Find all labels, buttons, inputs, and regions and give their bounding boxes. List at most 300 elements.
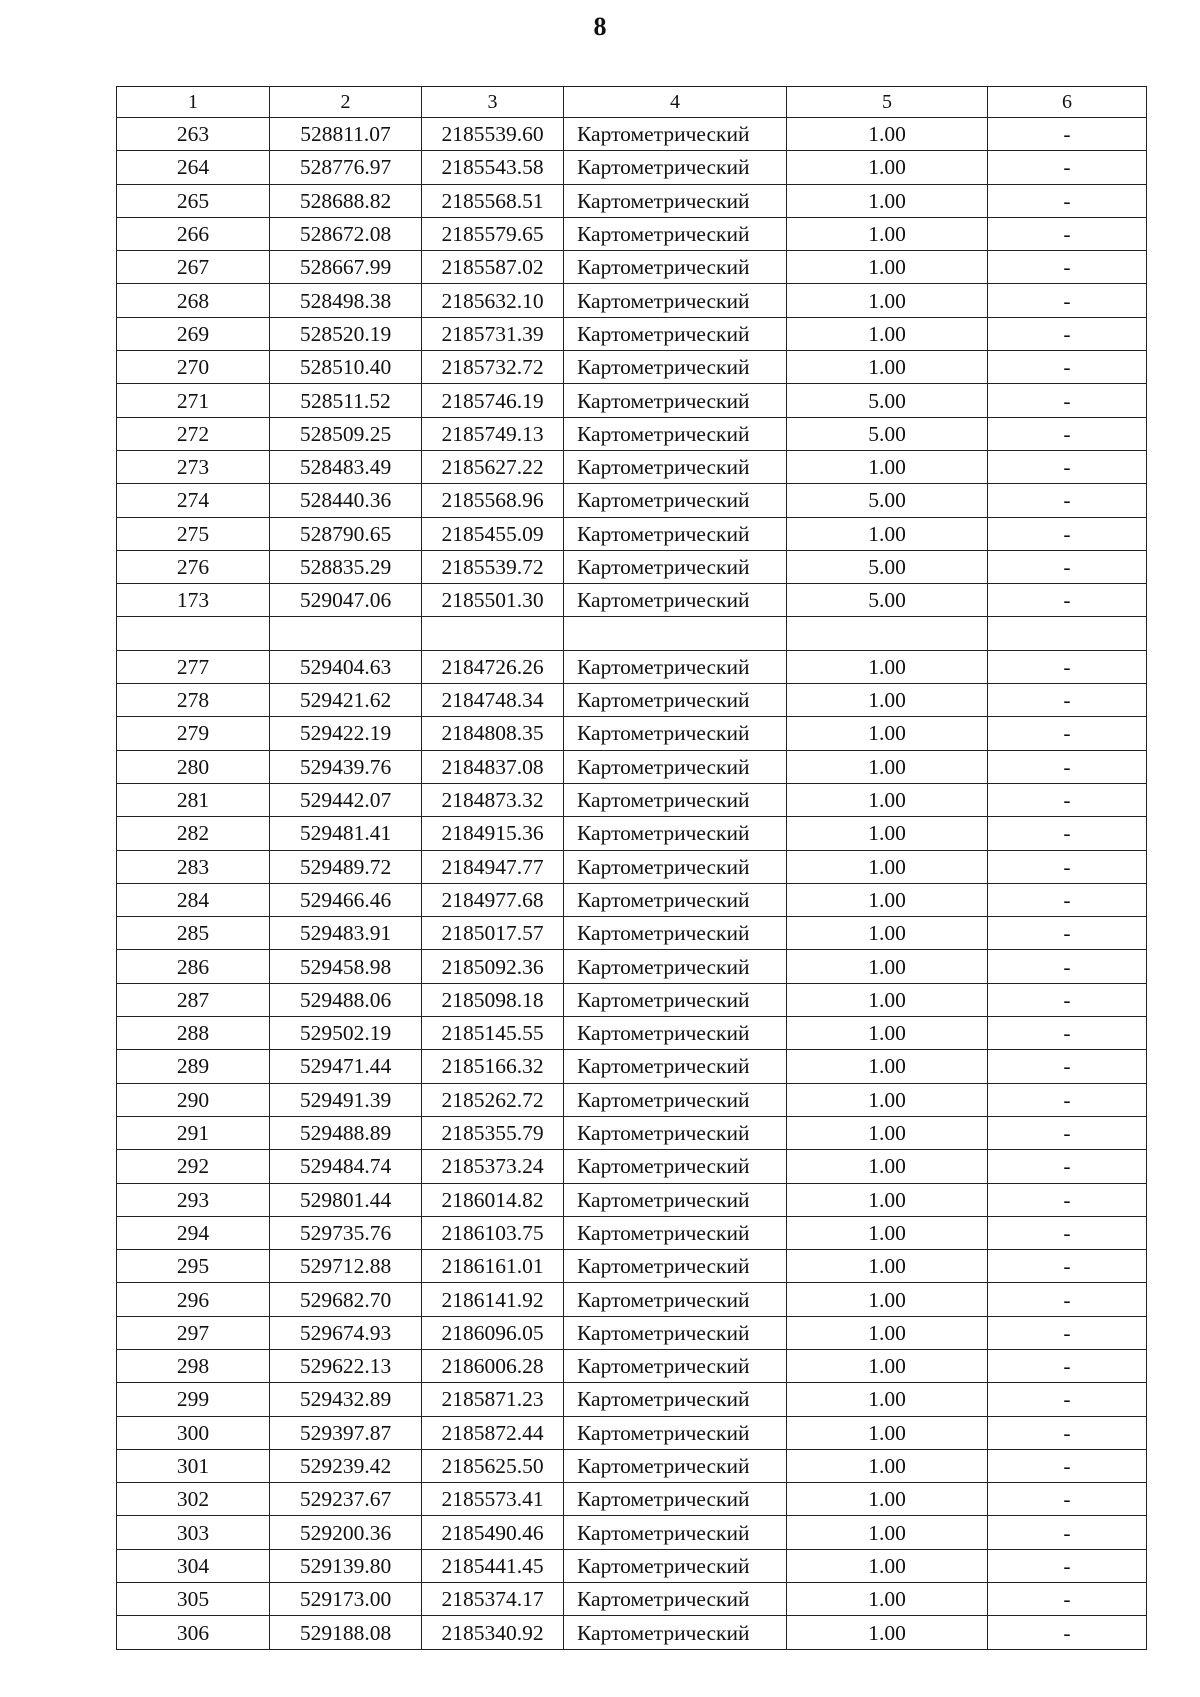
table-cell: 1.00 — [787, 717, 988, 750]
table-cell: 305 — [117, 1583, 270, 1616]
table-cell: 1.00 — [787, 684, 988, 717]
table-cell: 1.00 — [787, 950, 988, 983]
table-cell: Картометрический — [564, 1017, 787, 1050]
table-cell: 2185872.44 — [422, 1416, 564, 1449]
table-cell: 2185731.39 — [422, 317, 564, 350]
table-cell: 298 — [117, 1349, 270, 1382]
table-row — [117, 1616, 1147, 1649]
table-cell: 1.00 — [787, 850, 988, 883]
table-cell: - — [988, 217, 1147, 250]
table-cell: - — [988, 1449, 1147, 1482]
table-row — [117, 550, 1147, 583]
table-cell: 1.00 — [787, 151, 988, 184]
table-cell: Картометрический — [564, 1083, 787, 1116]
table-cell: 1.00 — [787, 917, 988, 950]
table-cell: 268 — [117, 284, 270, 317]
table-cell: 2185539.60 — [422, 118, 564, 151]
table-cell: 528483.49 — [270, 450, 422, 483]
table-cell: 265 — [117, 184, 270, 217]
table-cell: 529674.93 — [270, 1316, 422, 1349]
table-cell: 528776.97 — [270, 151, 422, 184]
table-row — [117, 850, 1147, 883]
table-cell: 1.00 — [787, 1583, 988, 1616]
table-body — [117, 118, 1147, 1650]
table-cell: Картометрический — [564, 850, 787, 883]
table-cell: - — [988, 917, 1147, 950]
table-cell: 288 — [117, 1017, 270, 1050]
table-cell: 299 — [117, 1383, 270, 1416]
table-cell: Картометрический — [564, 484, 787, 517]
table-cell: 302 — [117, 1483, 270, 1516]
table-cell: 528835.29 — [270, 550, 422, 583]
table-cell: 528672.08 — [270, 217, 422, 250]
table-cell: 2184808.35 — [422, 717, 564, 750]
table-cell: - — [988, 1383, 1147, 1416]
table-row — [117, 484, 1147, 517]
table-cell: - — [988, 1483, 1147, 1516]
table-cell: 2185166.32 — [422, 1050, 564, 1083]
table-cell: 290 — [117, 1083, 270, 1116]
table-row — [117, 1017, 1147, 1050]
table-cell: 2184726.26 — [422, 650, 564, 683]
table-cell: 529502.19 — [270, 1017, 422, 1050]
table-cell: Картометрический — [564, 517, 787, 550]
table-row — [117, 1449, 1147, 1482]
table-cell: 2185441.45 — [422, 1549, 564, 1582]
table-cell: 2186103.75 — [422, 1216, 564, 1249]
table-cell: 291 — [117, 1116, 270, 1149]
table-cell: 286 — [117, 950, 270, 983]
page-number: 8 — [593, 12, 607, 41]
table-cell — [988, 617, 1147, 650]
table-cell: 1.00 — [787, 1250, 988, 1283]
table-cell: Картометрический — [564, 118, 787, 151]
table-row — [117, 184, 1147, 217]
table-cell: 1.00 — [787, 1449, 988, 1482]
table-cell: - — [988, 817, 1147, 850]
table-cell: 529466.46 — [270, 883, 422, 916]
table-cell: Картометрический — [564, 917, 787, 950]
table-cell: - — [988, 1583, 1147, 1616]
table-header-row — [117, 87, 1147, 118]
table-cell: 278 — [117, 684, 270, 717]
table-cell: 270 — [117, 351, 270, 384]
table-cell: - — [988, 883, 1147, 916]
table-cell: Картометрический — [564, 184, 787, 217]
table-cell: 529481.41 — [270, 817, 422, 850]
table-row — [117, 1250, 1147, 1283]
table-cell: Картометрический — [564, 1516, 787, 1549]
table-cell: 529483.91 — [270, 917, 422, 950]
table-row — [117, 417, 1147, 450]
table-row — [117, 584, 1147, 617]
table-row — [117, 817, 1147, 850]
table-cell: 2186141.92 — [422, 1283, 564, 1316]
table-cell: - — [988, 317, 1147, 350]
column-header: 2 — [270, 87, 422, 118]
table-row — [117, 1283, 1147, 1316]
table-cell: - — [988, 284, 1147, 317]
table-cell: 2186014.82 — [422, 1183, 564, 1216]
table-cell: Картометрический — [564, 1449, 787, 1482]
table-cell: 529484.74 — [270, 1150, 422, 1183]
table-cell: - — [988, 1216, 1147, 1249]
table-cell: 1.00 — [787, 351, 988, 384]
table-cell: 5.00 — [787, 484, 988, 517]
table-cell: - — [988, 1349, 1147, 1382]
table-cell — [564, 617, 787, 650]
table-cell: 274 — [117, 484, 270, 517]
table-cell: 1.00 — [787, 1616, 988, 1649]
table-cell: Картометрический — [564, 817, 787, 850]
table-row — [117, 1416, 1147, 1449]
table-cell: Картометрический — [564, 417, 787, 450]
table-cell: 2185098.18 — [422, 983, 564, 1016]
table-cell: 1.00 — [787, 284, 988, 317]
table-row — [117, 284, 1147, 317]
table-cell: - — [988, 151, 1147, 184]
table-cell: 2185092.36 — [422, 950, 564, 983]
table-cell: 2185746.19 — [422, 384, 564, 417]
table-cell: - — [988, 684, 1147, 717]
table-cell: Картометрический — [564, 1150, 787, 1183]
table-cell: 280 — [117, 750, 270, 783]
table-cell: 279 — [117, 717, 270, 750]
table-cell: 2185587.02 — [422, 251, 564, 284]
table-cell: 2185145.55 — [422, 1017, 564, 1050]
table-cell: 2185627.22 — [422, 450, 564, 483]
table-cell: 529735.76 — [270, 1216, 422, 1249]
table-cell: 1.00 — [787, 750, 988, 783]
table-cell: 294 — [117, 1216, 270, 1249]
table-cell: 2185625.50 — [422, 1449, 564, 1482]
table-cell: 2185543.58 — [422, 151, 564, 184]
table-cell: - — [988, 484, 1147, 517]
table-cell: Картометрический — [564, 717, 787, 750]
table-cell: 1.00 — [787, 1083, 988, 1116]
table-cell: 266 — [117, 217, 270, 250]
table-cell: 2184977.68 — [422, 883, 564, 916]
table-cell: - — [988, 1116, 1147, 1149]
table-cell: 1.00 — [787, 317, 988, 350]
table-cell: 529237.67 — [270, 1483, 422, 1516]
table-row — [117, 717, 1147, 750]
table-cell: 297 — [117, 1316, 270, 1349]
table-cell: 528520.19 — [270, 317, 422, 350]
table-cell: 293 — [117, 1183, 270, 1216]
table-cell: - — [988, 1416, 1147, 1449]
table-cell: 284 — [117, 883, 270, 916]
table-cell: 2184748.34 — [422, 684, 564, 717]
table-row — [117, 1050, 1147, 1083]
table-cell: 529712.88 — [270, 1250, 422, 1283]
table-cell: 529422.19 — [270, 717, 422, 750]
table-cell: 528498.38 — [270, 284, 422, 317]
table-cell: 528790.65 — [270, 517, 422, 550]
table-cell: 267 — [117, 251, 270, 284]
table-cell: Картометрический — [564, 550, 787, 583]
table-row — [117, 684, 1147, 717]
table-cell: - — [988, 750, 1147, 783]
table-cell — [787, 617, 988, 650]
table-cell: 528440.36 — [270, 484, 422, 517]
column-header: 6 — [988, 87, 1147, 118]
table-cell: 1.00 — [787, 1017, 988, 1050]
table-row — [117, 917, 1147, 950]
table-cell: 1.00 — [787, 450, 988, 483]
column-header: 4 — [564, 87, 787, 118]
table-row — [117, 1516, 1147, 1549]
table-cell: - — [988, 1083, 1147, 1116]
table-cell: 529489.72 — [270, 850, 422, 883]
table-cell: 1.00 — [787, 817, 988, 850]
table-cell: 1.00 — [787, 251, 988, 284]
table-cell: 1.00 — [787, 1349, 988, 1382]
table-cell: 303 — [117, 1516, 270, 1549]
table-row — [117, 1349, 1147, 1382]
table-cell: - — [988, 983, 1147, 1016]
table-cell: 5.00 — [787, 550, 988, 583]
table-cell: - — [988, 1017, 1147, 1050]
table-cell: 296 — [117, 1283, 270, 1316]
table-cell: 276 — [117, 550, 270, 583]
table-cell: - — [988, 1516, 1147, 1549]
table-row — [117, 983, 1147, 1016]
table-cell: 529491.39 — [270, 1083, 422, 1116]
table-cell: - — [988, 517, 1147, 550]
table-cell: - — [988, 450, 1147, 483]
table-cell: - — [988, 1316, 1147, 1349]
table-cell: 529488.06 — [270, 983, 422, 1016]
table-cell: 2185632.10 — [422, 284, 564, 317]
table-cell: Картометрический — [564, 351, 787, 384]
table-cell: Картометрический — [564, 783, 787, 816]
table-cell: 300 — [117, 1416, 270, 1449]
table-cell: Картометрический — [564, 750, 787, 783]
table-cell: 529200.36 — [270, 1516, 422, 1549]
table-row — [117, 351, 1147, 384]
table-row — [117, 1116, 1147, 1149]
table-cell: 529682.70 — [270, 1283, 422, 1316]
table-cell: 301 — [117, 1449, 270, 1482]
table-row — [117, 1383, 1147, 1416]
table-cell: 292 — [117, 1150, 270, 1183]
column-header: 5 — [787, 87, 988, 118]
table-cell: 282 — [117, 817, 270, 850]
table-cell: 2184947.77 — [422, 850, 564, 883]
table-cell: 2185355.79 — [422, 1116, 564, 1149]
table-cell: 2185732.72 — [422, 351, 564, 384]
table-cell: Картометрический — [564, 1583, 787, 1616]
table-row — [117, 118, 1147, 151]
table-cell: - — [988, 1549, 1147, 1582]
table-cell: - — [988, 783, 1147, 816]
table-cell: 529239.42 — [270, 1449, 422, 1482]
table-cell: - — [988, 950, 1147, 983]
table-cell: 1.00 — [787, 1183, 988, 1216]
table-cell: 1.00 — [787, 517, 988, 550]
table-cell: 2185501.30 — [422, 584, 564, 617]
table-cell: Картометрический — [564, 1250, 787, 1283]
table-cell: 529421.62 — [270, 684, 422, 717]
table-cell: 2185373.24 — [422, 1150, 564, 1183]
table-row — [117, 1183, 1147, 1216]
table-cell: 2185455.09 — [422, 517, 564, 550]
table-cell — [117, 617, 270, 650]
table-cell: 2184915.36 — [422, 817, 564, 850]
table-cell: 1.00 — [787, 118, 988, 151]
table-cell: Картометрический — [564, 883, 787, 916]
table-cell: 2185374.17 — [422, 1583, 564, 1616]
column-header: 3 — [422, 87, 564, 118]
table-cell: - — [988, 118, 1147, 151]
table-cell: Картометрический — [564, 251, 787, 284]
table-cell: 528667.99 — [270, 251, 422, 284]
table-row — [117, 617, 1147, 650]
table-cell: 1.00 — [787, 883, 988, 916]
table-cell: 529173.00 — [270, 1583, 422, 1616]
table-cell: 529188.08 — [270, 1616, 422, 1649]
table-cell: 1.00 — [787, 1150, 988, 1183]
table-cell: 1.00 — [787, 184, 988, 217]
table-row — [117, 783, 1147, 816]
table-cell: Картометрический — [564, 1216, 787, 1249]
table-cell: 528811.07 — [270, 118, 422, 151]
table-cell: 2185749.13 — [422, 417, 564, 450]
table-cell: 5.00 — [787, 417, 988, 450]
table-cell: 1.00 — [787, 783, 988, 816]
table-row — [117, 1150, 1147, 1183]
table-row — [117, 1483, 1147, 1516]
table-row — [117, 883, 1147, 916]
table-cell: - — [988, 1150, 1147, 1183]
table-cell: Картометрический — [564, 217, 787, 250]
table-row — [117, 650, 1147, 683]
table-cell: 173 — [117, 584, 270, 617]
table-cell: 1.00 — [787, 983, 988, 1016]
table-cell: 529439.76 — [270, 750, 422, 783]
table-cell: 275 — [117, 517, 270, 550]
table-cell: Картометрический — [564, 983, 787, 1016]
table-cell: 281 — [117, 783, 270, 816]
table-cell: Картометрический — [564, 151, 787, 184]
table-cell: Картометрический — [564, 284, 787, 317]
table-cell: 285 — [117, 917, 270, 950]
table-cell: 529397.87 — [270, 1416, 422, 1449]
table-cell: - — [988, 251, 1147, 284]
coordinates-table — [116, 86, 1147, 1650]
table-cell: - — [988, 717, 1147, 750]
table-cell: 529404.63 — [270, 650, 422, 683]
table-cell: 528509.25 — [270, 417, 422, 450]
table-cell: Картометрический — [564, 1616, 787, 1649]
table-cell: Картометрический — [564, 1416, 787, 1449]
table-row — [117, 217, 1147, 250]
table-row — [117, 750, 1147, 783]
table-cell: 5.00 — [787, 384, 988, 417]
table-cell: 1.00 — [787, 1050, 988, 1083]
table-cell: Картометрический — [564, 1349, 787, 1382]
table-cell: 306 — [117, 1616, 270, 1649]
table-cell: Картометрический — [564, 1549, 787, 1582]
table-cell: 529471.44 — [270, 1050, 422, 1083]
table-cell: 2186006.28 — [422, 1349, 564, 1382]
table-cell: Картометрический — [564, 650, 787, 683]
table-cell: 2185262.72 — [422, 1083, 564, 1116]
table-row — [117, 384, 1147, 417]
table-row — [117, 251, 1147, 284]
table-cell: 529047.06 — [270, 584, 422, 617]
table-cell: 271 — [117, 384, 270, 417]
column-header: 1 — [117, 87, 270, 118]
table-cell: 529139.80 — [270, 1549, 422, 1582]
table-cell: Картометрический — [564, 1316, 787, 1349]
table-cell: Картометрический — [564, 1483, 787, 1516]
table-cell: 1.00 — [787, 1316, 988, 1349]
table-cell: - — [988, 1250, 1147, 1283]
table-cell: 1.00 — [787, 217, 988, 250]
table-cell: - — [988, 417, 1147, 450]
table-cell: 2184873.32 — [422, 783, 564, 816]
table-cell: 1.00 — [787, 1116, 988, 1149]
table-cell: Картометрический — [564, 1183, 787, 1216]
table-cell: 2185017.57 — [422, 917, 564, 950]
table-cell: 289 — [117, 1050, 270, 1083]
table-cell: 529458.98 — [270, 950, 422, 983]
table-cell: 277 — [117, 650, 270, 683]
table-cell: Картометрический — [564, 584, 787, 617]
table-cell: 264 — [117, 151, 270, 184]
table-row — [117, 950, 1147, 983]
table-cell: 528511.52 — [270, 384, 422, 417]
table-cell: 2185573.41 — [422, 1483, 564, 1516]
table-cell: - — [988, 184, 1147, 217]
table-cell: 295 — [117, 1250, 270, 1283]
table-cell: 272 — [117, 417, 270, 450]
table-cell: 2184837.08 — [422, 750, 564, 783]
table-cell: Картометрический — [564, 384, 787, 417]
table-cell: - — [988, 550, 1147, 583]
table-cell: 1.00 — [787, 1549, 988, 1582]
table-cell: 1.00 — [787, 1283, 988, 1316]
table-row — [117, 151, 1147, 184]
table-cell: - — [988, 1616, 1147, 1649]
table-cell: 304 — [117, 1549, 270, 1582]
table-row — [117, 1316, 1147, 1349]
table-cell: - — [988, 1283, 1147, 1316]
table-cell: Картометрический — [564, 684, 787, 717]
table-cell: 1.00 — [787, 650, 988, 683]
table-cell: - — [988, 850, 1147, 883]
table-cell: 529442.07 — [270, 783, 422, 816]
table-cell: 2185579.65 — [422, 217, 564, 250]
table-cell: Картометрический — [564, 317, 787, 350]
table-cell: 1.00 — [787, 1416, 988, 1449]
table-cell: 1.00 — [787, 1483, 988, 1516]
table-row — [117, 517, 1147, 550]
table-cell: 2185490.46 — [422, 1516, 564, 1549]
table-cell: 1.00 — [787, 1216, 988, 1249]
table-cell: 2185568.96 — [422, 484, 564, 517]
table-cell: 2185871.23 — [422, 1383, 564, 1416]
table-cell: 269 — [117, 317, 270, 350]
table-cell: 529488.89 — [270, 1116, 422, 1149]
table-cell: 1.00 — [787, 1516, 988, 1549]
table-cell: - — [988, 1050, 1147, 1083]
table-cell: - — [988, 384, 1147, 417]
table-cell: 283 — [117, 850, 270, 883]
table-row — [117, 1549, 1147, 1582]
